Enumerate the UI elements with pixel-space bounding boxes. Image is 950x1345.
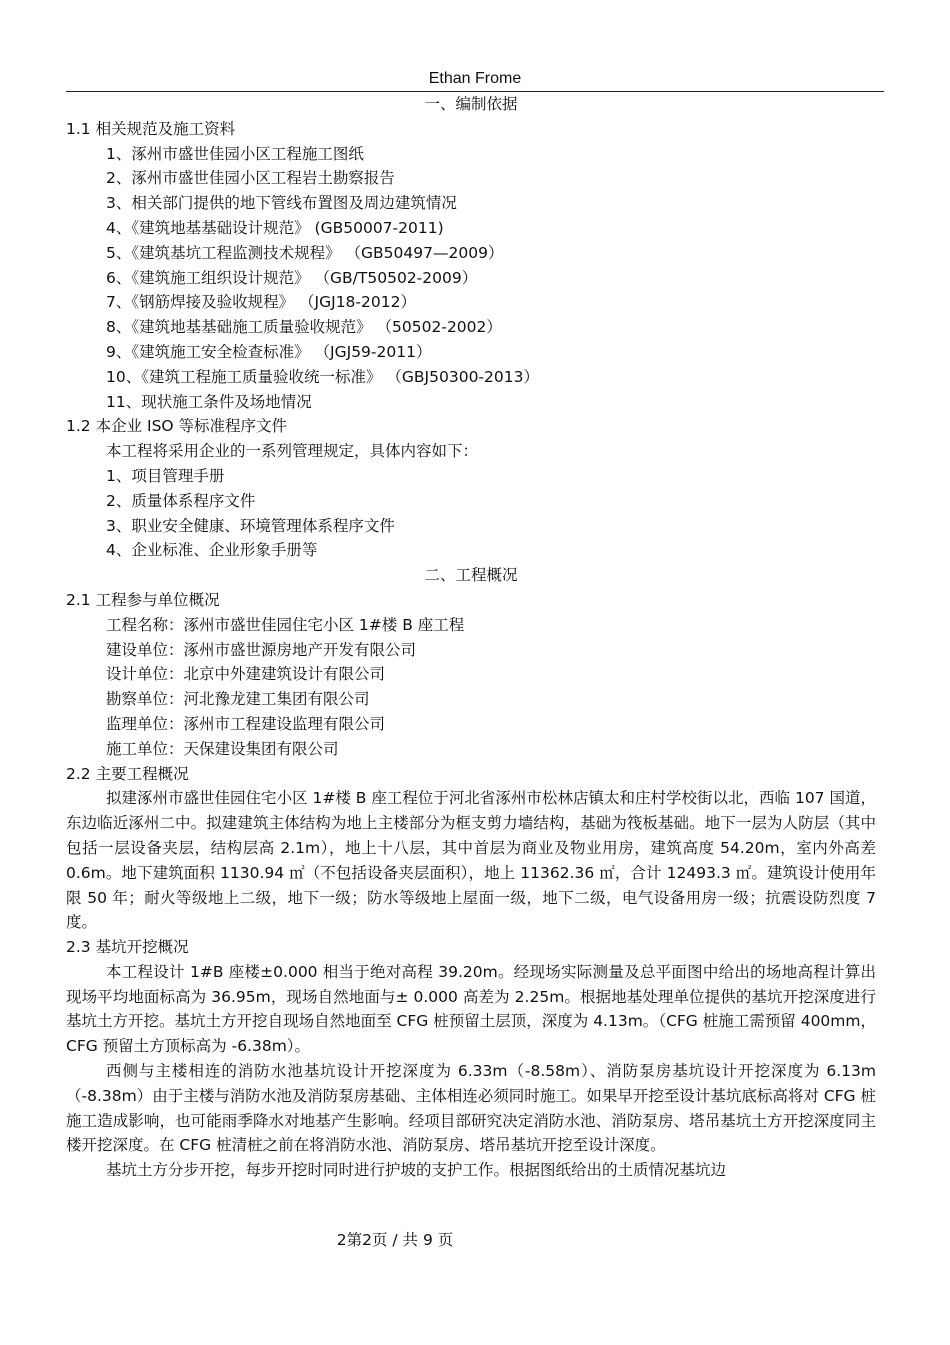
list-item: 4、企业标准、企业形象手册等 <box>106 541 318 560</box>
list-item: 1、项目管理手册 <box>106 466 225 485</box>
subsection-2-1-heading: 2.1 工程参与单位概况 <box>66 590 220 609</box>
subsection-2-3-heading: 2.3 基坑开挖概况 <box>66 938 189 957</box>
running-header: Ethan Frome <box>428 70 522 87</box>
document-body <box>66 92 876 1183</box>
subsection-1-1-heading: 1.1 相关规范及施工资料 <box>66 119 236 138</box>
project-info-line: 工程名称：涿州市盛世佳园住宅小区 1#楼 B 座工程 <box>106 615 465 634</box>
section-2-heading: 二、工程概况 <box>424 566 518 585</box>
list-item: 11、现状施工条件及场地情况 <box>106 392 312 411</box>
section-1-heading: 一、编制依据 <box>424 95 518 113</box>
list-item: 1、涿州市盛世佳园小区工程施工图纸 <box>106 144 364 163</box>
project-info-line: 施工单位：天保建设集团有限公司 <box>106 739 339 758</box>
list-item: 6、《建筑施工组织设计规范》 （GB/T50502-2009） <box>106 268 478 287</box>
body-paragraph: 西侧与主楼相连的消防水池基坑设计开挖深度为 6.33m（-8.58m）、消防泵房基坑设计开挖深度为 6.13m（-8.38m）由于主楼与消防水池及消防泵房基础、主体相连必须同时施工。如果早开挖至设计基坑底标高将对 CFG 桩施工造成影响，也可能雨季降水对地基产生影响。经项目部研究决定消防水池、消防泵房、塔吊基坑土方开挖深度同主楼开挖深度。在 CFG 桩清桩之前在将消防水池、消防泵房、塔吊基坑开挖至设计深度。 <box>66 1062 876 1155</box>
list-item: 5、《建筑基坑工程监测技术规程》 （GB50497—2009） <box>106 243 504 262</box>
list-item: 3、相关部门提供的地下管线布置图及周边建筑情况 <box>106 194 457 213</box>
list-item: 3、职业安全健康、环境管理体系程序文件 <box>106 516 395 535</box>
body-paragraph: 基坑土方分步开挖，每步开挖时同时进行护坡的支护工作。根据图纸给出的土质情况基坑边 <box>106 1161 727 1180</box>
page-number: 2第2页 / 共 9 页 <box>336 1231 454 1249</box>
list-item: 7、《钢筋焊接及验收规程》 （JGJ18-2012） <box>106 293 416 312</box>
body-paragraph: 本工程设计 1#B 座楼±0.000 相当于绝对高程 39.20m。经现场实际测量及总平面图中给出的场地高程计算出现场平均地面标高为 36.95m，现场自然地面与± 0.000 高差为 2.25m。根据地基处理单位提供的基坑开挖深度进行基坑土方开挖。基坑土方开挖自现场自然地面至 CFG 桩预留土层顶，深度为 4.13m。（CFG 桩施工需预留 400mm，CFG 预留土方顶标高为 -6.38m）。 <box>66 962 876 1056</box>
subsection-1-2-heading: 1.2 本企业 ISO 等标准程序文件 <box>66 417 288 436</box>
list-item: 2、涿州市盛世佳园小区工程岩土勘察报告 <box>106 169 395 188</box>
project-info-line: 监理单位：涿州市工程建设监理有限公司 <box>106 714 386 733</box>
project-info-line: 勘察单位：河北豫龙建工集团有限公司 <box>106 690 370 709</box>
list-item: 8、《建筑地基基础施工质量验收规范》 （50502-2002） <box>106 318 502 337</box>
project-info-line: 建设单位：涿州市盛世源房地产开发有限公司 <box>106 640 417 659</box>
list-item: 9、《建筑施工安全检查标准》 （JGJ59-2011） <box>106 342 432 361</box>
subsection-2-2-heading: 2.2 主要工程概况 <box>66 764 189 783</box>
list-item: 2、质量体系程序文件 <box>106 491 256 510</box>
list-item: 4、《建筑地基基础设计规范》 (GB50007-2011) <box>106 218 444 237</box>
project-info-line: 设计单位：北京中外建建筑设计有限公司 <box>106 665 386 684</box>
list-item: 10、《建筑工程施工质量验收统一标准》 （GBJ50300-2013） <box>106 367 539 386</box>
subsection-intro: 本工程将采用企业的一系列管理规定，具体内容如下： <box>106 442 479 461</box>
body-paragraph: 拟建涿州市盛世佳园住宅小区 1#楼 B 座工程位于河北省涿州市松林店镇太和庄村学校街以北，西临 107 国道，东边临近涿州二中。拟建建筑主体结构为地上主楼部分为框支剪力墙结构，基础为筏板基础。地下一层为人防层（其中包括一层设备夹层，结构层高 2.1m），地上十八层，其中首层为商业及物业用房，建筑高度 54.20m，室内外高差 0.6m。地下建筑面积 1130.94 ㎡（不包括设备夹层面积），地上 11362.36 ㎡，合计 12493.3 ㎡。建筑设计使用年限 50 年；耐火等级地上二级，地下一级；防水等级地上屋面一级，地下二级，电气设备用房一级；抗震设防烈度 7 度。 <box>66 789 876 932</box>
